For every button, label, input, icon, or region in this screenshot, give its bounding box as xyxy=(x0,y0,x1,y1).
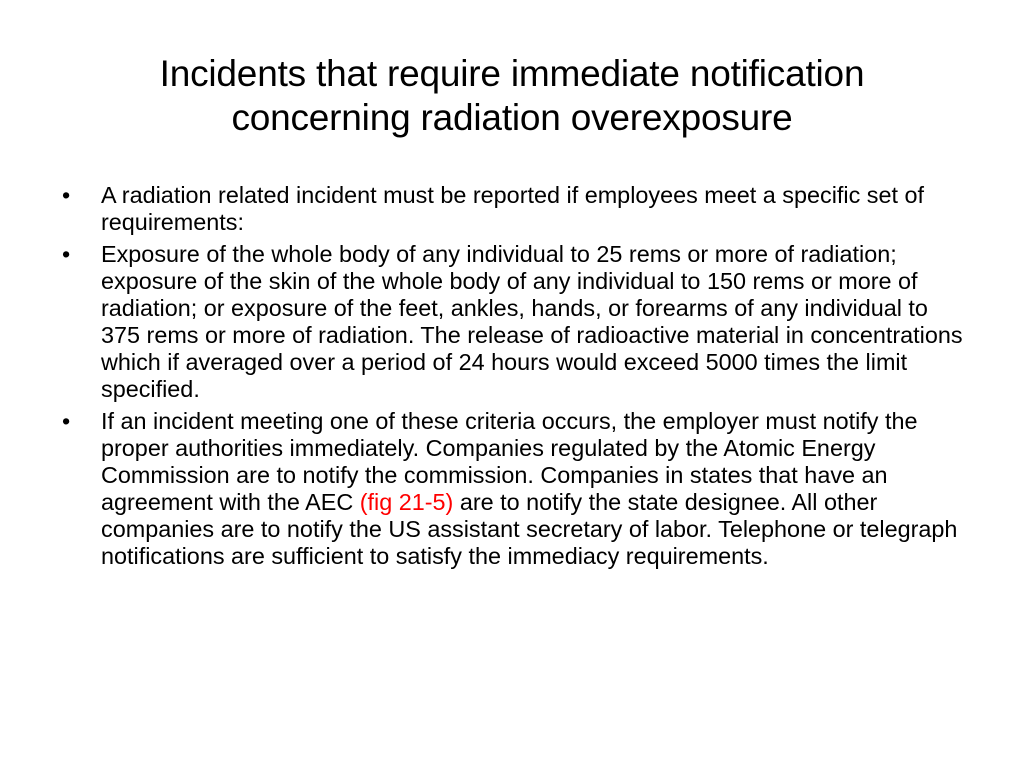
bullet-item-notification xyxy=(60,408,968,570)
bullet-item-reporting xyxy=(60,182,968,236)
bullet-text-after: are to notify the state designee. All other companies are to notify the US assistant secretary of labor. Telephone or telegraph notifications are sufficient to satisfy the immediacy requirements. xyxy=(101,489,958,569)
bullet-text: Exposure of the whole body of any individual to 25 rems or more of radiation; exposure of the skin of the whole body of any individual to 150 rems or more of radiation; or exposure of the feet, ankles, hands, or forearms of any individual to 375 rems or more of radiation. The release of radioactive material in concentrations which if averaged over a period of 24 hours would exceed 5000 times the limit specified. xyxy=(101,241,963,402)
bullet-text: A radiation related incident must be reported if employees meet a specific set of requirements: xyxy=(101,182,925,235)
bullet-list xyxy=(60,182,968,575)
bullet-item-exposure-limits xyxy=(60,241,968,403)
figure-reference: (fig 21-5) xyxy=(359,489,454,515)
bullet-marker-icon: • xyxy=(62,408,71,434)
slide-title xyxy=(60,52,964,140)
bullet-marker-icon: • xyxy=(62,241,71,267)
bullet-marker-icon: • xyxy=(62,182,71,208)
slide-title-line-1: Incidents that require immediate notification xyxy=(159,53,865,94)
bullet-text-before: If an incident meeting one of these criteria occurs, the employer must notify the proper authorities immediately. Companies regulated by the Atomic Energy Commission are to notify the commission. Companies in states that have an agreement with the AEC xyxy=(101,408,918,515)
slide-title-line-2: concerning radiation overexposure xyxy=(231,97,793,138)
